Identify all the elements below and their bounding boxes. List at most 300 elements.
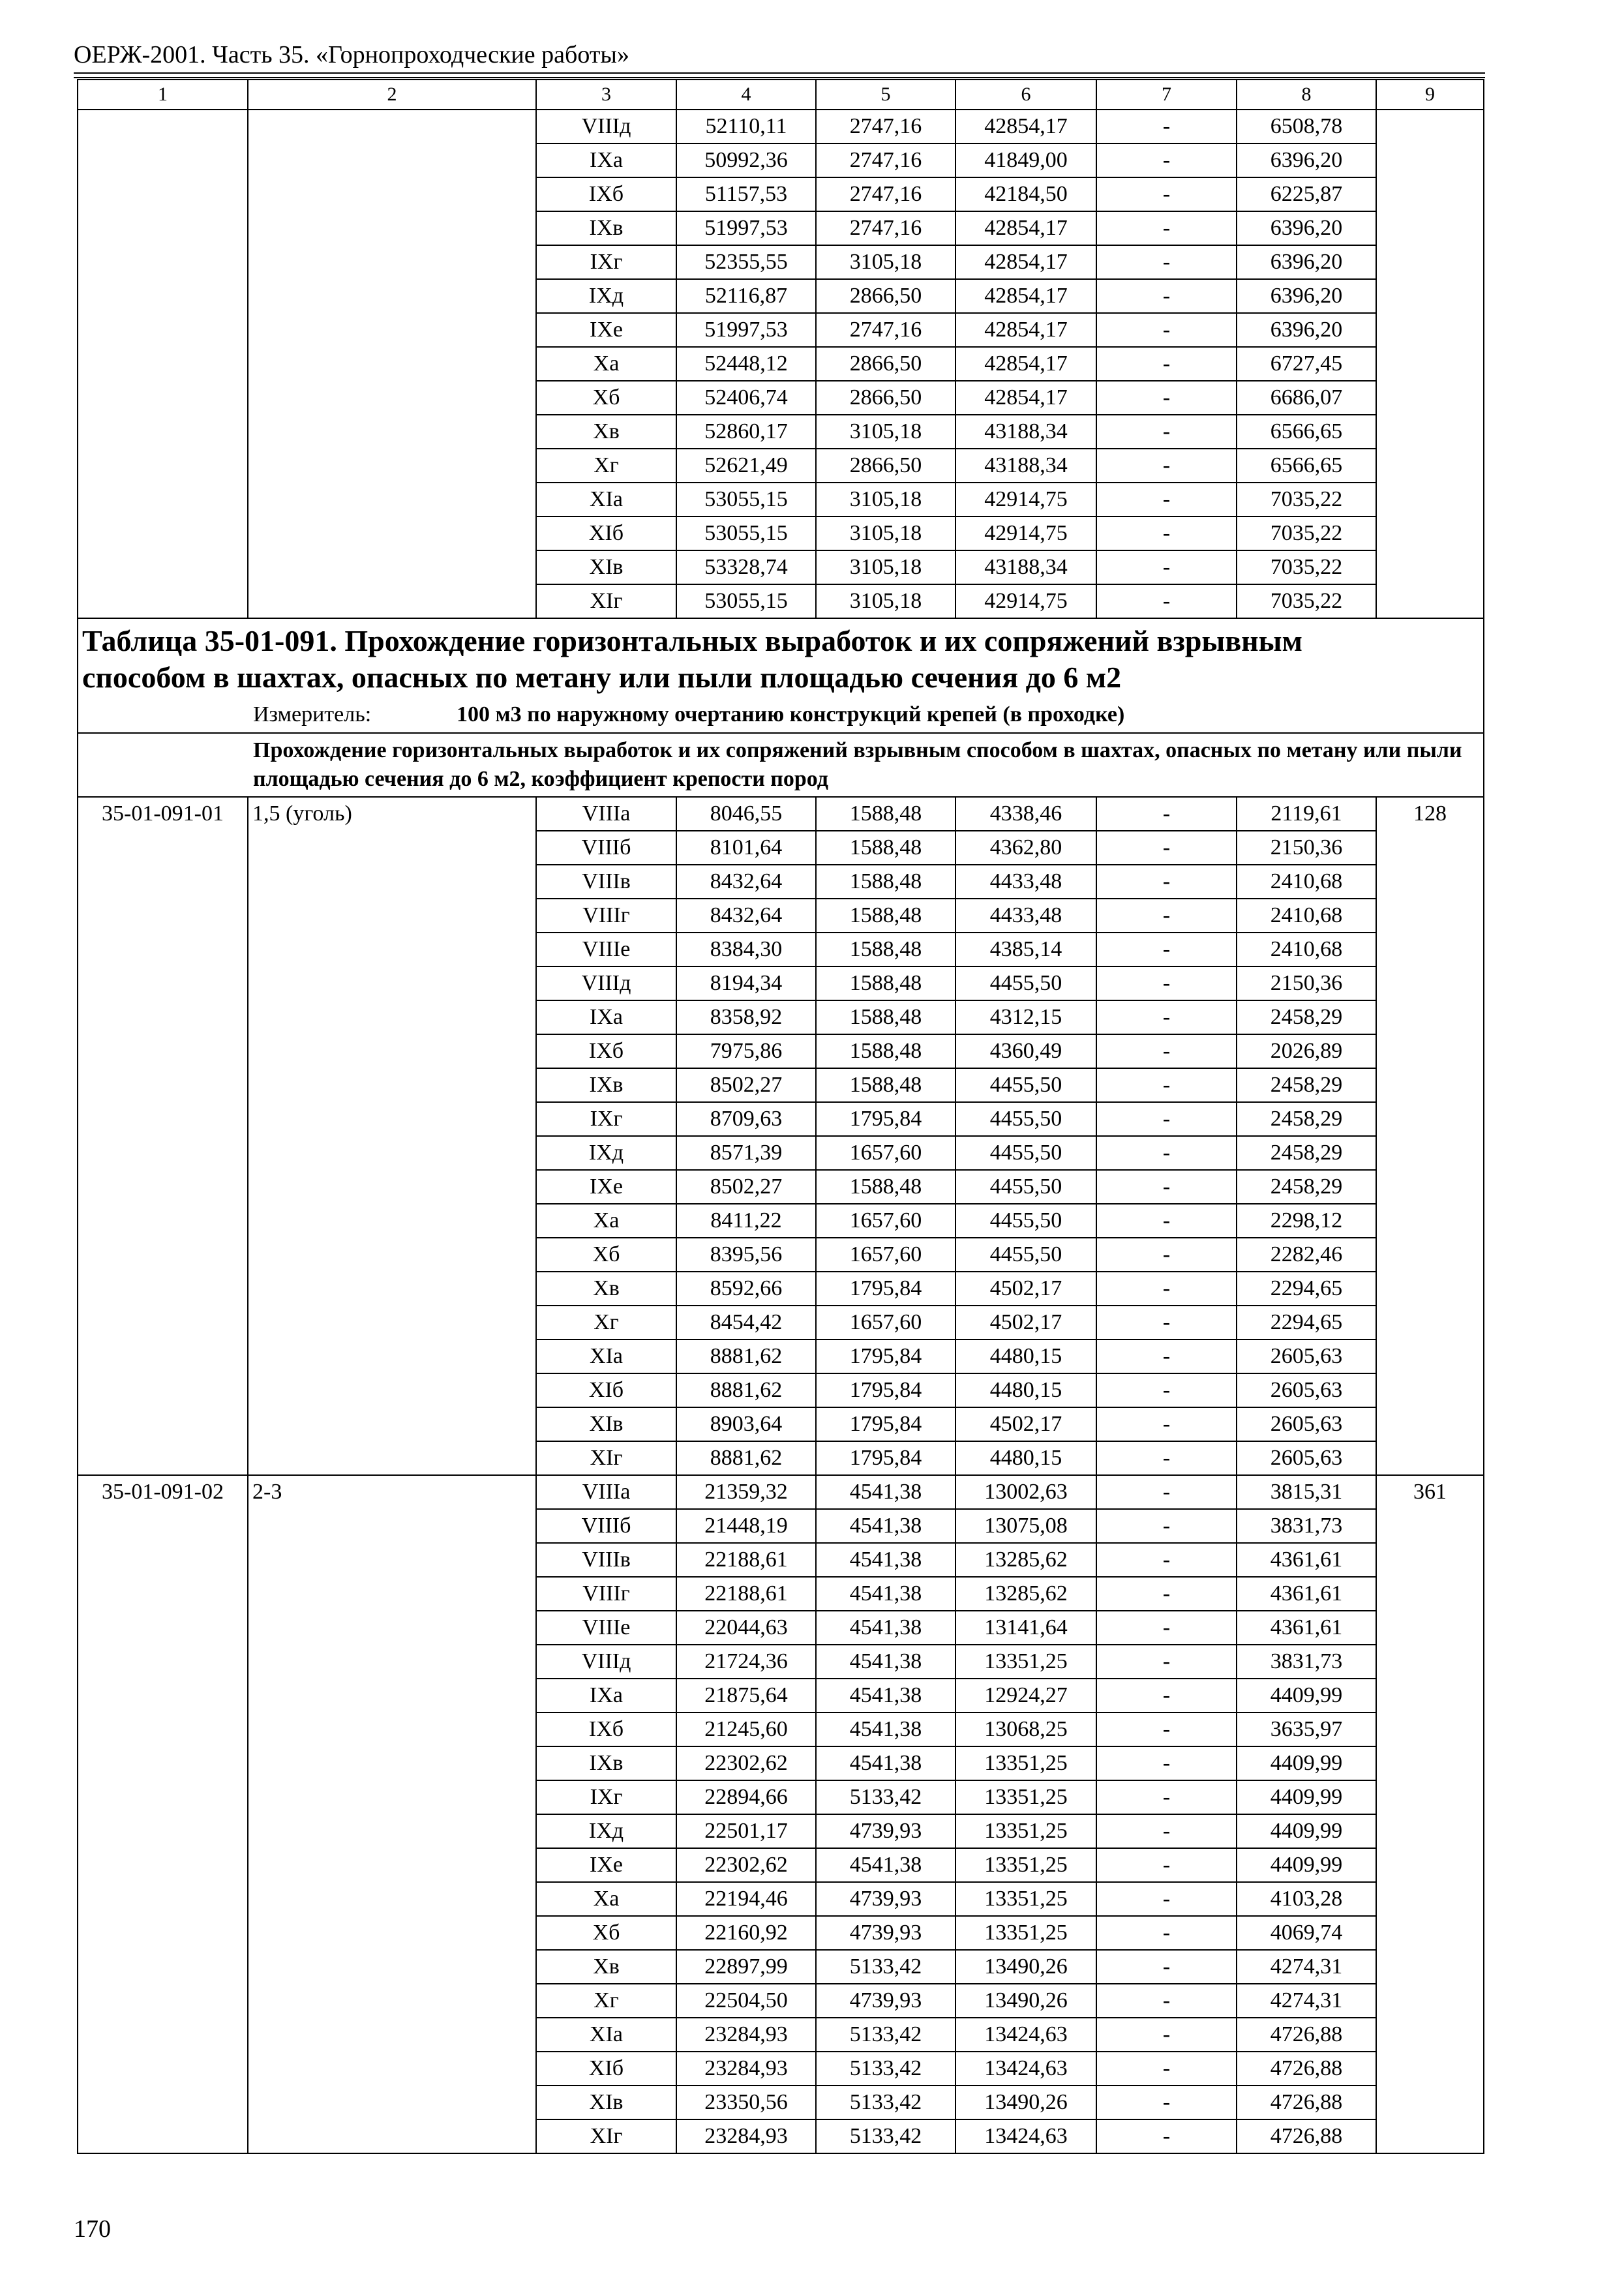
value-cell: - [1096,1373,1237,1407]
value-cell: 1588,48 [816,1170,955,1204]
value-cell: - [1096,933,1237,966]
value-cell: 3105,18 [816,483,955,516]
value-cell: 3831,73 [1237,1509,1376,1543]
table-row [78,2052,1484,2086]
value-cell: 1657,60 [816,1136,955,1170]
coef-cell [248,1984,536,2018]
value-cell: 4502,17 [955,1407,1096,1441]
code-cell [78,449,248,483]
col9-cell [1376,1645,1484,1679]
value-cell: IXд [536,1814,676,1848]
value-cell: 6396,20 [1237,143,1376,177]
table-row [78,516,1484,550]
table-row [78,1306,1484,1339]
value-cell: 13075,08 [955,1509,1096,1543]
value-cell: 1588,48 [816,1068,955,1102]
value-cell: 2866,50 [816,449,955,483]
value-cell: 8194,34 [676,966,816,1000]
col9-cell [1376,483,1484,516]
value-cell: - [1096,1238,1237,1272]
value-cell: 13351,25 [955,1814,1096,1848]
value-cell: 2747,16 [816,110,955,143]
value-cell: 23350,56 [676,2086,816,2119]
value-cell: Xа [536,1882,676,1916]
value-cell: Xб [536,1916,676,1950]
col9-cell [1376,1543,1484,1577]
coef-cell [248,584,536,618]
value-cell: 4455,50 [955,1204,1096,1238]
value-cell: 6566,65 [1237,449,1376,483]
value-cell: - [1096,1509,1237,1543]
value-cell: 2026,89 [1237,1034,1376,1068]
value-cell: 4409,99 [1237,1746,1376,1780]
code-cell: 35-01-091-02 [78,1475,248,1509]
code-cell [78,1577,248,1611]
code-cell [78,1339,248,1373]
table-row [78,1000,1484,1034]
col9-cell [1376,1509,1484,1543]
code-cell [78,1068,248,1102]
value-cell: 4455,50 [955,1136,1096,1170]
code-cell [78,516,248,550]
value-cell: 52116,87 [676,279,816,313]
code-cell [78,177,248,211]
value-cell: 22044,63 [676,1611,816,1645]
value-cell: 4385,14 [955,933,1096,966]
value-cell: - [1096,347,1237,381]
code-cell [78,1746,248,1780]
table-row [78,245,1484,279]
col9-cell [1376,381,1484,415]
value-cell: - [1096,1306,1237,1339]
table-row [78,1848,1484,1882]
value-cell: 7035,22 [1237,584,1376,618]
value-cell: Xа [536,1204,676,1238]
coef-cell [248,1950,536,1984]
col9-cell [1376,2052,1484,2086]
value-cell: 4541,38 [816,1611,955,1645]
col9-cell [1376,1000,1484,1034]
value-cell: 8046,55 [676,797,816,831]
value-cell: XIа [536,483,676,516]
column-number: 9 [1376,80,1484,110]
value-cell: 2458,29 [1237,1000,1376,1034]
value-cell: 2747,16 [816,177,955,211]
value-cell: 1588,48 [816,1000,955,1034]
value-cell: 21359,32 [676,1475,816,1509]
value-cell: IXд [536,1136,676,1170]
value-cell: 8592,66 [676,1272,816,1306]
value-cell: - [1096,483,1237,516]
col9-cell [1376,1611,1484,1645]
value-cell: 8881,62 [676,1441,816,1475]
value-cell: - [1096,2018,1237,2052]
table-row [78,1475,1484,1509]
value-cell: 42914,75 [955,584,1096,618]
code-cell [78,1000,248,1034]
value-cell: VIIIе [536,1611,676,1645]
value-cell: VIIIг [536,899,676,933]
column-number: 6 [955,80,1096,110]
value-cell: 52406,74 [676,381,816,415]
value-cell: - [1096,966,1237,1000]
value-cell: 1657,60 [816,1306,955,1339]
value-cell: - [1096,1848,1237,1882]
value-cell: - [1096,449,1237,483]
col9-cell: 128 [1376,797,1484,831]
value-cell: XIб [536,2052,676,2086]
value-cell: - [1096,1102,1237,1136]
value-cell: 6396,20 [1237,313,1376,347]
value-cell: 42854,17 [955,245,1096,279]
value-cell: 7975,86 [676,1034,816,1068]
col9-cell [1376,1577,1484,1611]
value-cell: 3815,31 [1237,1475,1376,1509]
value-cell: - [1096,1882,1237,1916]
col9-cell [1376,550,1484,584]
value-cell: 5133,42 [816,1950,955,1984]
value-cell: - [1096,1339,1237,1373]
value-cell: 1795,84 [816,1441,955,1475]
coef-cell [248,1509,536,1543]
value-cell: 8432,64 [676,865,816,899]
code-cell [78,1272,248,1306]
value-cell: 1795,84 [816,1407,955,1441]
value-cell: 4409,99 [1237,1814,1376,1848]
value-cell: - [1096,110,1237,143]
table-row [78,1407,1484,1441]
value-cell: 4739,93 [816,1916,955,1950]
value-cell: - [1096,584,1237,618]
value-cell: - [1096,177,1237,211]
col9-cell: 361 [1376,1475,1484,1509]
value-cell: 12924,27 [955,1679,1096,1713]
value-cell: 22160,92 [676,1916,816,1950]
code-cell [78,1780,248,1814]
value-cell: 4502,17 [955,1306,1096,1339]
value-cell: 8384,30 [676,933,816,966]
table-row [78,1170,1484,1204]
value-cell: - [1096,1950,1237,1984]
page-header-title: ОЕРЖ-2001. Часть 35. «Горнопроходческие работы» [74,41,629,68]
coef-cell [248,2052,536,2086]
value-cell: IXв [536,211,676,245]
value-cell: 4103,28 [1237,1882,1376,1916]
value-cell: 7035,22 [1237,483,1376,516]
value-cell: 4726,88 [1237,2052,1376,2086]
description-cell: Прохождение горизонтальных выработок и их сопряжений взрывным способом в шахтах, опасных по метану или пыли площадью сечения до 6 м2, коэффициент крепости пород [78,733,1484,797]
value-cell: 8395,56 [676,1238,816,1272]
coef-cell [248,381,536,415]
value-cell: 4433,48 [955,865,1096,899]
value-cell: 4541,38 [816,1848,955,1882]
value-cell: 8432,64 [676,899,816,933]
header-rule [74,77,1485,78]
value-cell: - [1096,1000,1237,1034]
value-cell: 2150,36 [1237,831,1376,865]
column-number: 2 [248,80,536,110]
code-cell [78,550,248,584]
table-row [78,1679,1484,1713]
table-title-line2: способом в шахтах, опасных по метану или пыли площадью сечения до 6 м2 [82,661,1122,694]
coef-cell [248,177,536,211]
value-cell: - [1096,865,1237,899]
value-cell: 52355,55 [676,245,816,279]
value-cell: Xг [536,449,676,483]
col9-cell [1376,831,1484,865]
value-cell: - [1096,245,1237,279]
value-cell: VIIIв [536,1543,676,1577]
value-cell: 4541,38 [816,1509,955,1543]
table-row [78,415,1484,449]
col9-cell [1376,110,1484,143]
code-cell [78,1814,248,1848]
code-cell [78,483,248,516]
measure-line [82,700,1479,730]
table-row [78,1950,1484,1984]
value-cell: 4541,38 [816,1679,955,1713]
column-number: 1 [78,80,248,110]
value-cell: - [1096,1136,1237,1170]
value-cell: 7035,22 [1237,550,1376,584]
value-cell: 23284,93 [676,2018,816,2052]
value-cell: 4541,38 [816,1713,955,1746]
value-cell: 22188,61 [676,1577,816,1611]
column-number: 7 [1096,80,1237,110]
code-cell [78,1645,248,1679]
value-cell: 21724,36 [676,1645,816,1679]
table-row [78,2086,1484,2119]
value-cell: 13351,25 [955,1746,1096,1780]
coef-cell: 1,5 (уголь) [248,797,536,831]
value-cell: IXг [536,1102,676,1136]
coef-cell [248,1373,536,1407]
value-cell: 13424,63 [955,2052,1096,2086]
value-cell: VIIIа [536,1475,676,1509]
col9-cell [1376,415,1484,449]
table-row [78,1136,1484,1170]
value-cell: - [1096,211,1237,245]
table-row [78,865,1484,899]
value-cell: - [1096,1814,1237,1848]
value-cell: 4455,50 [955,1238,1096,1272]
value-cell: 2605,63 [1237,1339,1376,1373]
col9-cell [1376,1780,1484,1814]
value-cell: 4739,93 [816,1984,955,2018]
value-cell: 3831,73 [1237,1645,1376,1679]
value-cell: 42854,17 [955,211,1096,245]
col9-cell [1376,279,1484,313]
value-cell: 42854,17 [955,313,1096,347]
table-row [78,1543,1484,1577]
table-row [78,211,1484,245]
col9-cell [1376,1102,1484,1136]
header-rule [74,72,1485,74]
table-row [78,2018,1484,2052]
coef-cell [248,1306,536,1339]
col9-cell [1376,2018,1484,2052]
table-row [78,1068,1484,1102]
table-row [78,2119,1484,2153]
value-cell: IXб [536,1713,676,1746]
coef-cell [248,110,536,143]
table-row [78,966,1484,1000]
col9-cell [1376,1407,1484,1441]
value-cell: 6508,78 [1237,110,1376,143]
col9-cell [1376,245,1484,279]
code-cell [78,1441,248,1475]
code-cell [78,1034,248,1068]
value-cell: 2866,50 [816,347,955,381]
value-cell: VIIIв [536,865,676,899]
value-cell: XIв [536,2086,676,2119]
table-row [78,313,1484,347]
coef-cell [248,1204,536,1238]
value-cell: - [1096,2052,1237,2086]
value-cell: - [1096,1034,1237,1068]
coef-cell [248,1780,536,1814]
code-cell [78,1306,248,1339]
value-cell: - [1096,2086,1237,2119]
value-cell: XIг [536,2119,676,2153]
value-cell: 3105,18 [816,245,955,279]
value-cell: VIIIа [536,797,676,831]
value-cell: 6686,07 [1237,381,1376,415]
coef-cell [248,1848,536,1882]
coef-cell [248,1679,536,1713]
table-row [78,449,1484,483]
value-cell: 21875,64 [676,1679,816,1713]
value-cell: - [1096,2119,1237,2153]
coef-cell [248,1272,536,1306]
coef-cell [248,1543,536,1577]
value-cell: 2410,68 [1237,933,1376,966]
col9-cell [1376,516,1484,550]
coef-cell [248,1238,536,1272]
value-cell: - [1096,1780,1237,1814]
value-cell: - [1096,1204,1237,1238]
value-cell: VIIIг [536,1577,676,1611]
value-cell: 53328,74 [676,550,816,584]
value-cell: 13351,25 [955,1882,1096,1916]
value-cell: 53055,15 [676,584,816,618]
coef-cell [248,1339,536,1373]
col9-cell [1376,966,1484,1000]
table-title-line1: Таблица 35-01-091. Прохождение горизонтальных выработок и их сопряжений взрывным [82,624,1302,657]
value-cell: Xг [536,1984,676,2018]
value-cell: 13002,63 [955,1475,1096,1509]
col9-cell [1376,1814,1484,1848]
column-number: 4 [676,80,816,110]
value-cell: 13351,25 [955,1916,1096,1950]
coef-cell [248,2119,536,2153]
column-number-row [78,80,1484,110]
value-cell: IXе [536,1848,676,1882]
value-cell: 8709,63 [676,1102,816,1136]
value-cell: 6396,20 [1237,211,1376,245]
value-cell: 8411,22 [676,1204,816,1238]
value-cell: 2458,29 [1237,1136,1376,1170]
value-cell: 2866,50 [816,381,955,415]
value-cell: 4455,50 [955,1102,1096,1136]
value-cell: 5133,42 [816,2052,955,2086]
table-title-cell [78,618,1484,733]
col9-cell [1376,1882,1484,1916]
value-cell: 1657,60 [816,1204,955,1238]
code-cell [78,1102,248,1136]
table-row [78,1882,1484,1916]
value-cell: 52860,17 [676,415,816,449]
code-cell [78,1950,248,1984]
value-cell: XIв [536,550,676,584]
value-cell: 13068,25 [955,1713,1096,1746]
value-cell: 3635,97 [1237,1713,1376,1746]
code-cell [78,1543,248,1577]
code-cell [78,1204,248,1238]
value-cell: VIIIд [536,1645,676,1679]
table-row [78,1984,1484,2018]
value-cell: IXд [536,279,676,313]
value-cell: 4455,50 [955,966,1096,1000]
code-cell [78,245,248,279]
value-cell: 13285,62 [955,1577,1096,1611]
value-cell: 4726,88 [1237,2086,1376,2119]
table-row [78,347,1484,381]
value-cell: 22894,66 [676,1780,816,1814]
value-cell: 4409,99 [1237,1679,1376,1713]
value-cell: 4455,50 [955,1170,1096,1204]
code-cell [78,1882,248,1916]
table-row [78,1814,1484,1848]
value-cell: - [1096,797,1237,831]
value-cell: - [1096,381,1237,415]
value-cell: 1588,48 [816,831,955,865]
value-cell: 2747,16 [816,313,955,347]
table-row [78,550,1484,584]
col9-cell [1376,1306,1484,1339]
value-cell: 3105,18 [816,584,955,618]
value-cell: - [1096,516,1237,550]
value-cell: 1588,48 [816,899,955,933]
value-cell: 6396,20 [1237,245,1376,279]
value-cell: 2605,63 [1237,1407,1376,1441]
value-cell: 13424,63 [955,2119,1096,2153]
column-number: 5 [816,80,955,110]
value-cell: 52621,49 [676,449,816,483]
value-cell: 4480,15 [955,1339,1096,1373]
value-cell: 3105,18 [816,516,955,550]
col9-cell [1376,1339,1484,1373]
value-cell: 4338,46 [955,797,1096,831]
column-number: 3 [536,80,676,110]
coef-cell [248,1034,536,1068]
value-cell: 4541,38 [816,1746,955,1780]
value-cell: Xа [536,347,676,381]
col9-cell [1376,1272,1484,1306]
coef-cell: 2-3 [248,1475,536,1509]
value-cell: IXе [536,1170,676,1204]
code-cell [78,865,248,899]
coef-cell [248,2018,536,2052]
value-cell: 2605,63 [1237,1373,1376,1407]
value-cell: 23284,93 [676,2119,816,2153]
value-cell: IXг [536,245,676,279]
value-cell: 6396,20 [1237,279,1376,313]
value-cell: 5133,42 [816,1780,955,1814]
column-number: 8 [1237,80,1376,110]
table-row [78,1034,1484,1068]
value-cell: - [1096,279,1237,313]
